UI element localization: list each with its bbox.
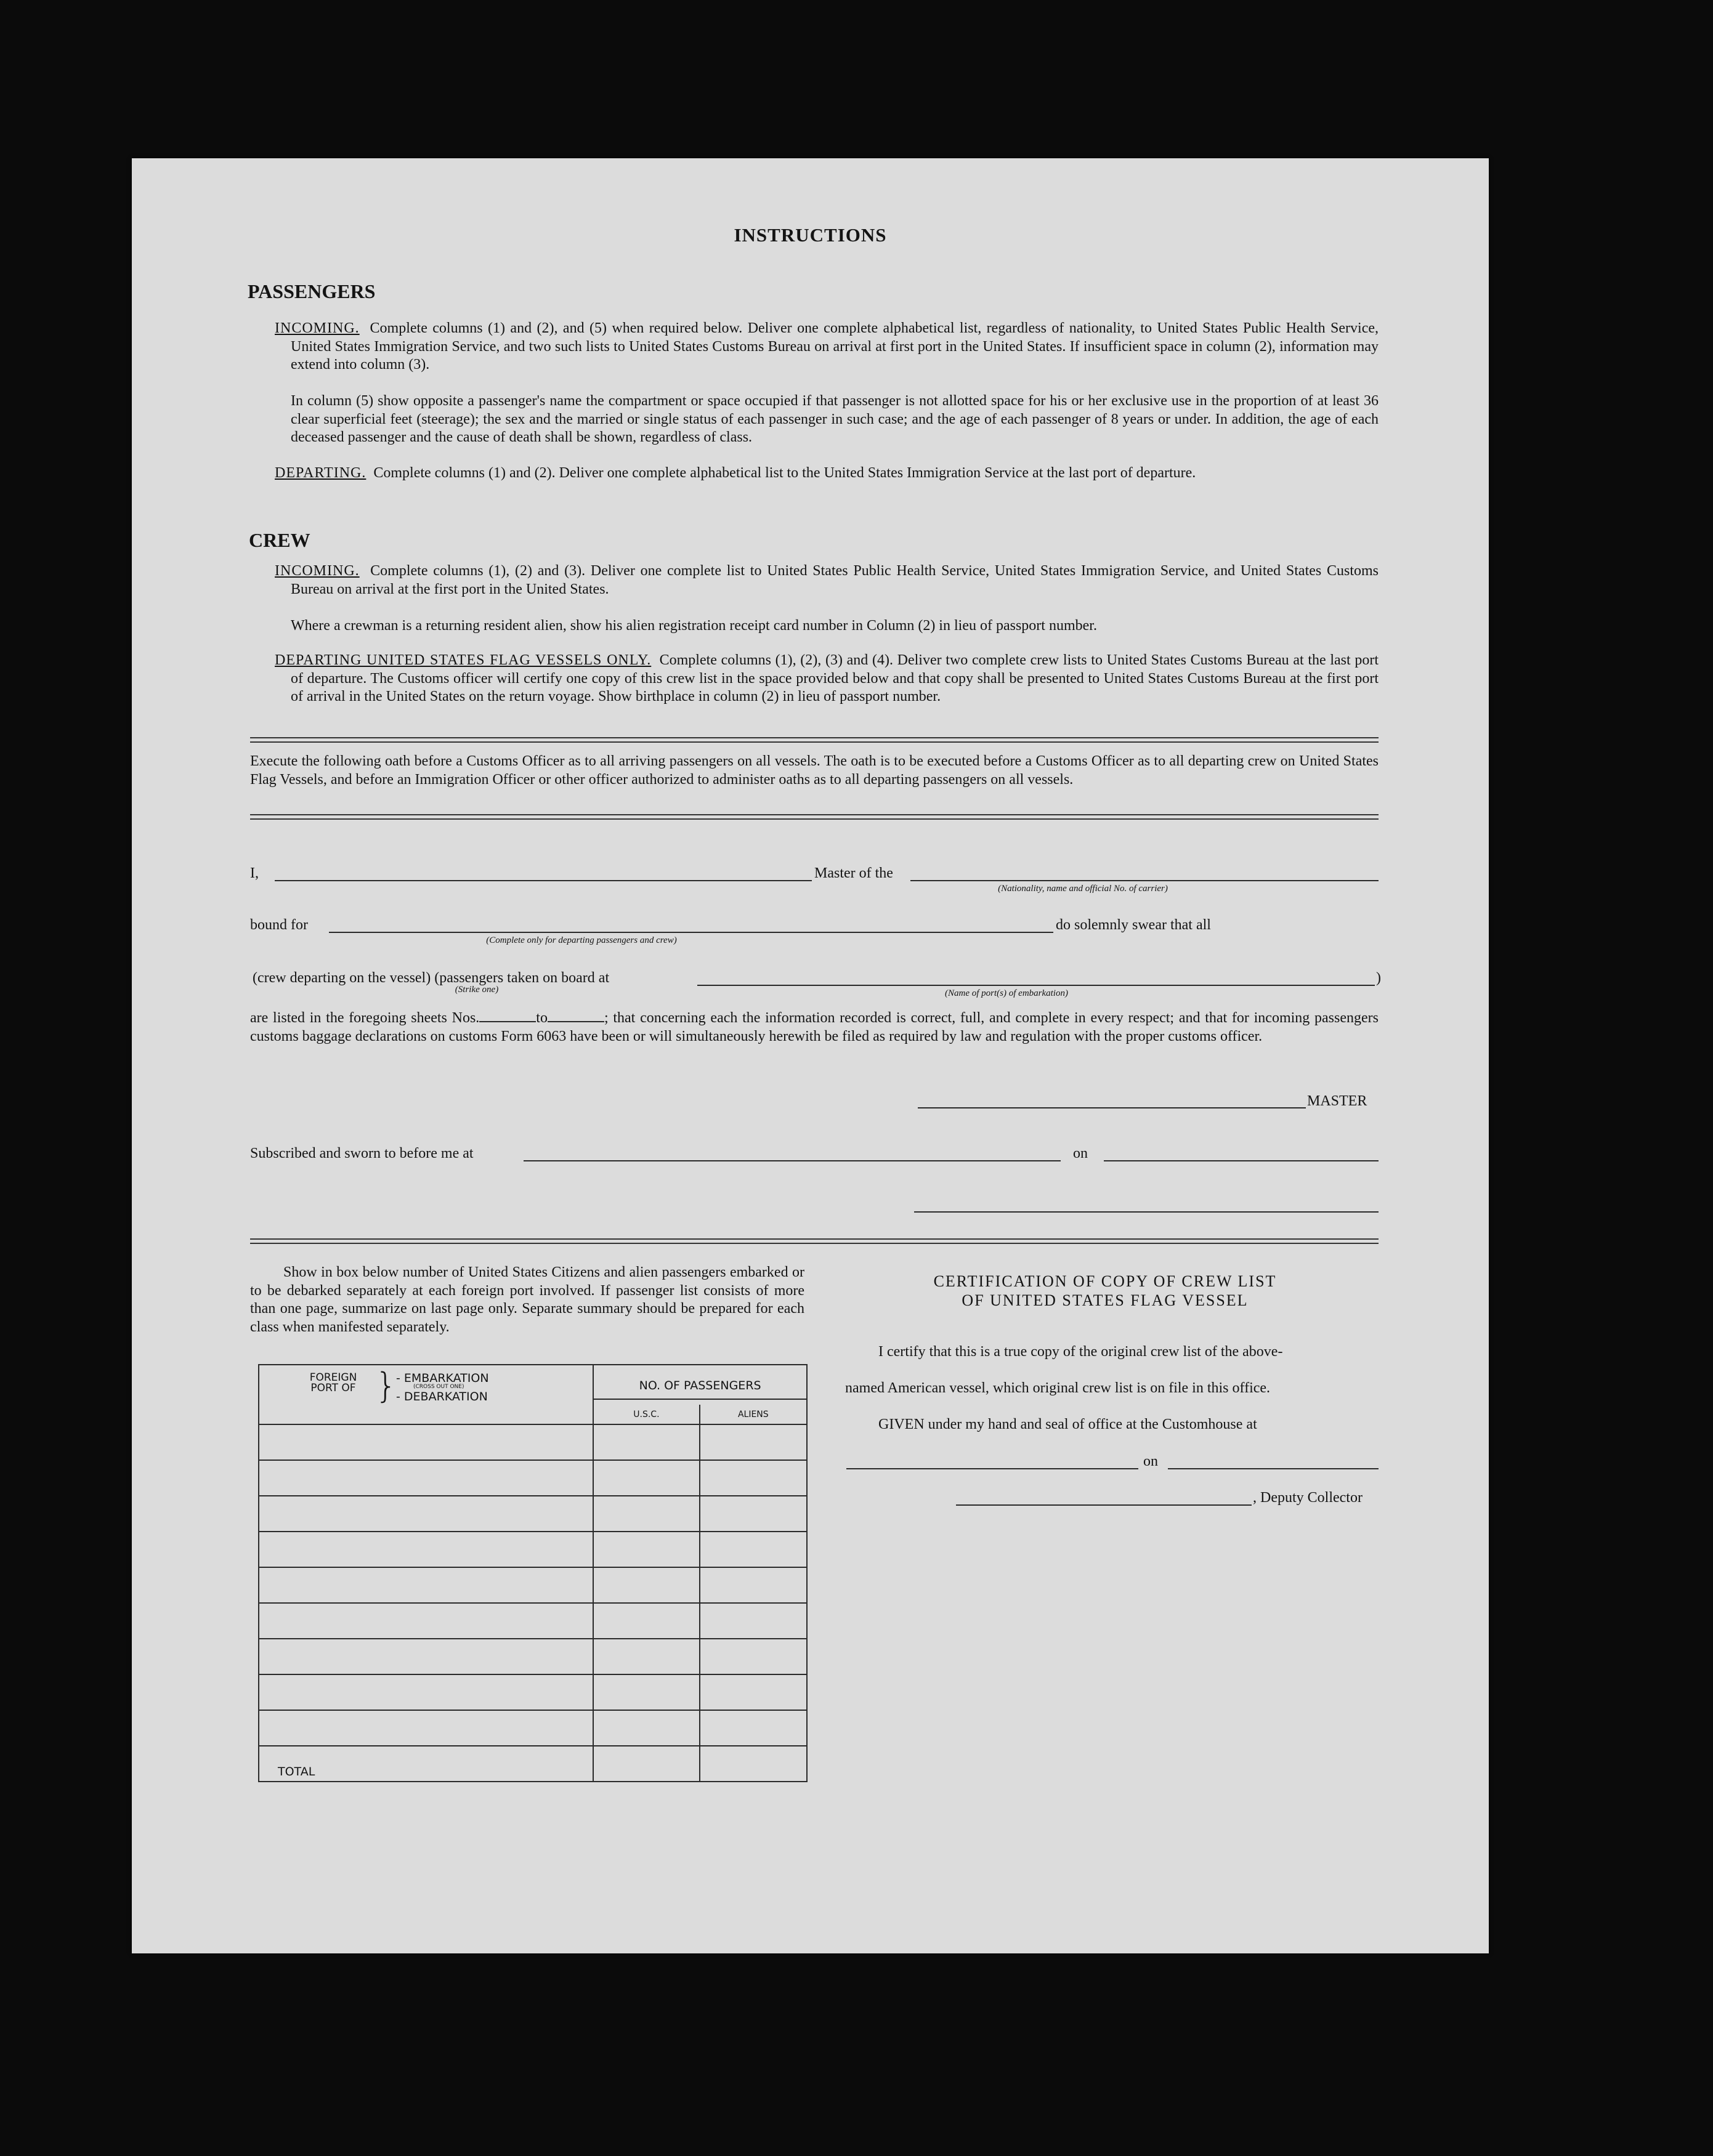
- foreign-port-header: [259, 1365, 593, 1405]
- crew-departing-paragraph: [275, 652, 1379, 706]
- divider: [250, 1238, 1379, 1244]
- certification-title-line1: CERTIFICATION OF COPY OF CREW LIST: [933, 1272, 1277, 1290]
- port-cell[interactable]: [259, 1710, 593, 1746]
- aliens-total-cell[interactable]: [700, 1746, 807, 1782]
- aliens-header: ALIENS: [700, 1405, 807, 1424]
- aliens-cell[interactable]: [700, 1710, 807, 1746]
- passengers-incoming-label: INCOMING.: [275, 320, 360, 336]
- usc-cell[interactable]: [593, 1567, 699, 1603]
- usc-cell[interactable]: [593, 1710, 699, 1746]
- close-paren: ): [1376, 970, 1381, 986]
- given-text: GIVEN under my hand and seal of office at the Customhouse at: [878, 1416, 1257, 1432]
- port-of-embarkation-field[interactable]: [697, 985, 1375, 986]
- oath-intro: Execute the following oath before a Customs Officer as to all arriving passengers on all vessels. The oath is to be executed before a Customs Officer as to all departing crew on United States Flag Vessels, and before an Immigration Officer or other officer authorized to administer oaths as to all departing passengers on all vessels.: [250, 753, 1379, 788]
- swear-label: do solemnly swear that all: [1056, 917, 1211, 933]
- master-of-the-label: Master of the: [814, 865, 893, 881]
- no-of-passengers-header: [593, 1365, 807, 1405]
- summary-intro: Show in box below number of United States Citizens and alien passengers embarked or to be debarked separately at each foreign port involved. If passenger list consists of more than one page, summarize on last page only. Separate summary should be prepared for each class when manifested separately.: [250, 1264, 804, 1335]
- crew-incoming-label: INCOMING.: [275, 563, 360, 579]
- crew-heading: CREW: [249, 529, 310, 551]
- total-label: TOTAL: [259, 1746, 593, 1782]
- aliens-cell[interactable]: [700, 1674, 807, 1710]
- aliens-cell[interactable]: [700, 1567, 807, 1603]
- aliens-cell[interactable]: [700, 1496, 807, 1532]
- port-cell[interactable]: [259, 1460, 593, 1496]
- embarkation-label: - EMBARKATION: [396, 1371, 489, 1385]
- sworn-date-field[interactable]: [1104, 1160, 1379, 1161]
- ports-caption: (Name of port(s) of embarkation): [945, 988, 1068, 998]
- foreign-port-label: FOREIGN PORT OF: [309, 1371, 357, 1394]
- summary-subheader-row: [259, 1405, 807, 1424]
- page-title: INSTRUCTIONS: [734, 224, 887, 246]
- usc-cell[interactable]: [593, 1460, 699, 1496]
- subscribed-label: Subscribed and sworn to before me at: [250, 1145, 474, 1161]
- deputy-collector-label: , Deputy Collector: [1253, 1490, 1363, 1506]
- usc-total-cell[interactable]: [593, 1746, 699, 1782]
- sworn-on-label: on: [1073, 1145, 1088, 1161]
- carrier-field[interactable]: [910, 880, 1379, 881]
- bound-for-caption: (Complete only for departing passengers and crew): [486, 935, 677, 945]
- passengers-departing-paragraph: [275, 464, 1379, 483]
- port-cell[interactable]: [259, 1674, 593, 1710]
- crew-departing-label: DEPARTING UNITED STATES FLAG VESSELS ONLY.: [275, 652, 652, 668]
- divider: [250, 737, 1379, 743]
- certify-line1: I certify that this is a true copy of the original crew list of the above-: [878, 1344, 1283, 1360]
- port-cell[interactable]: [259, 1532, 593, 1567]
- table-row: [259, 1496, 807, 1532]
- aliens-cell[interactable]: [700, 1460, 807, 1496]
- bound-for-label: bound for: [250, 917, 308, 933]
- brace-icon: }: [375, 1366, 397, 1406]
- aliens-cell[interactable]: [700, 1603, 807, 1639]
- table-row: [259, 1710, 807, 1746]
- certify-line2: named American vessel, which original crew list is on file in this office.: [845, 1380, 1271, 1396]
- sworn-place-field[interactable]: [524, 1160, 1061, 1161]
- port-cell[interactable]: [259, 1496, 593, 1532]
- table-row: [259, 1567, 807, 1603]
- carrier-caption: (Nationality, name and official No. of carrier): [998, 884, 1168, 894]
- listed-text-a: are listed in the foregoing sheets Nos.: [250, 1010, 480, 1026]
- passengers-departing-text: Complete columns (1) and (2). Deliver one complete alphabetical list to the United States Immigration Service at the last port of departure.: [373, 465, 1196, 481]
- strike-caption: (Strike one): [455, 985, 499, 995]
- usc-header: U.S.C.: [593, 1405, 699, 1424]
- listed-to: to: [536, 1010, 548, 1026]
- usc-cell[interactable]: [593, 1639, 699, 1674]
- passengers-heading: PASSENGERS: [248, 280, 376, 302]
- summary-header-row: [259, 1365, 807, 1405]
- oath-i-label: I,: [250, 865, 259, 881]
- listed-paragraph: [250, 1009, 1379, 1046]
- bound-for-field[interactable]: [329, 932, 1053, 933]
- no-of-passengers-label: NO. OF PASSENGERS: [639, 1379, 761, 1392]
- table-row: [259, 1639, 807, 1674]
- table-row: [259, 1460, 807, 1496]
- cert-on-label: on: [1143, 1453, 1158, 1469]
- sheet-from-field[interactable]: [479, 1021, 536, 1022]
- passengers-incoming-paragraph: [275, 320, 1379, 374]
- passengers-departing-label: DEPARTING.: [275, 465, 366, 481]
- certification-title-line2: OF UNITED STATES FLAG VESSEL: [962, 1291, 1249, 1309]
- port-cell[interactable]: [259, 1424, 593, 1460]
- foreign-port-header-cont: [259, 1405, 593, 1424]
- passengers-incoming-text: Complete columns (1) and (2), and (5) when required below. Deliver one complete alphabetical list, regardless of nationality, to United States Public Health Service, United States Immigration Service, and two such lists to United States Customs Bureau on arrival at first port in the United States. If insufficient space in column (2), information may extend into column (3).: [291, 320, 1379, 373]
- aliens-cell[interactable]: [700, 1639, 807, 1674]
- aliens-cell[interactable]: [700, 1424, 807, 1460]
- listed-text-b: ; that concerning each the information recorded is correct, full, and complete in every respect; and that for incoming passengers customs baggage declarations on customs Form 6063 have been or will simultaneously herewith be filed as required by law and regulation with the proper customs officer.: [250, 1010, 1379, 1044]
- usc-cell[interactable]: [593, 1603, 699, 1639]
- sheet-to-field[interactable]: [548, 1021, 604, 1022]
- deputy-signature-field[interactable]: [956, 1504, 1252, 1506]
- port-cell[interactable]: [259, 1603, 593, 1639]
- passengers-column5-paragraph: In column (5) show opposite a passenger's name the compartment or space occupied if that passenger is not allotted space for his or her exclusive use in the proportion of at least 36 clear superficial feet (steerage); the sex and the married or single status of each passenger in such case; and the age of each passenger of 8 years or under. In addition, the age of each deceased passenger and the cause of death shall be shown, regardless of class.: [291, 393, 1379, 445]
- crew-resident-paragraph: Where a crewman is a returning resident alien, show his alien registration receipt card number in Column (2) in lieu of passport number.: [291, 618, 1097, 634]
- passenger-summary-table: [258, 1364, 808, 1782]
- table-row: [259, 1674, 807, 1710]
- total-row: [259, 1746, 807, 1782]
- usc-cell[interactable]: [593, 1674, 699, 1710]
- aliens-cell[interactable]: [700, 1532, 807, 1567]
- table-row: [259, 1603, 807, 1639]
- certification-title: [840, 1272, 1370, 1310]
- form-page: [132, 158, 1489, 1953]
- debarkation-label: - DEBARKATION: [396, 1390, 488, 1403]
- crew-departing-label: (crew departing on the vessel) (passengers taken on board at: [253, 970, 610, 986]
- divider: [250, 814, 1379, 820]
- cross-out-label: (CROSS OUT ONE): [413, 1384, 464, 1390]
- crew-incoming-paragraph: [275, 562, 1379, 599]
- master-label: MASTER: [1307, 1093, 1367, 1109]
- table-row: [259, 1424, 807, 1460]
- table-row: [259, 1532, 807, 1567]
- cert-date-field[interactable]: [1168, 1468, 1379, 1469]
- master-name-field[interactable]: [275, 880, 812, 881]
- customhouse-place-field[interactable]: [846, 1468, 1138, 1469]
- port-cell[interactable]: [259, 1567, 593, 1603]
- usc-cell[interactable]: [593, 1532, 699, 1567]
- port-cell[interactable]: [259, 1639, 593, 1674]
- crew-departing-text: Complete columns (1), (2), (3) and (4). Deliver two complete crew lists to United States Customs Bureau at the last port of departure. The Customs officer will certify one copy of this crew list in the space provided below and that copy shall be presented to United States Customs Bureau at the first port of arrival in the United States on the return voyage. Show birthplace in column (2) in lieu of passport number.: [291, 652, 1379, 705]
- master-signature-field[interactable]: [918, 1107, 1306, 1108]
- usc-cell[interactable]: [593, 1424, 699, 1460]
- officer-signature-field[interactable]: [914, 1211, 1379, 1213]
- crew-incoming-text: Complete columns (1), (2) and (3). Deliver one complete list to United States Public Health Service, United States Immigration Service, and United States Customs Bureau on arrival at the first port in the United States.: [291, 563, 1379, 597]
- usc-cell[interactable]: [593, 1496, 699, 1532]
